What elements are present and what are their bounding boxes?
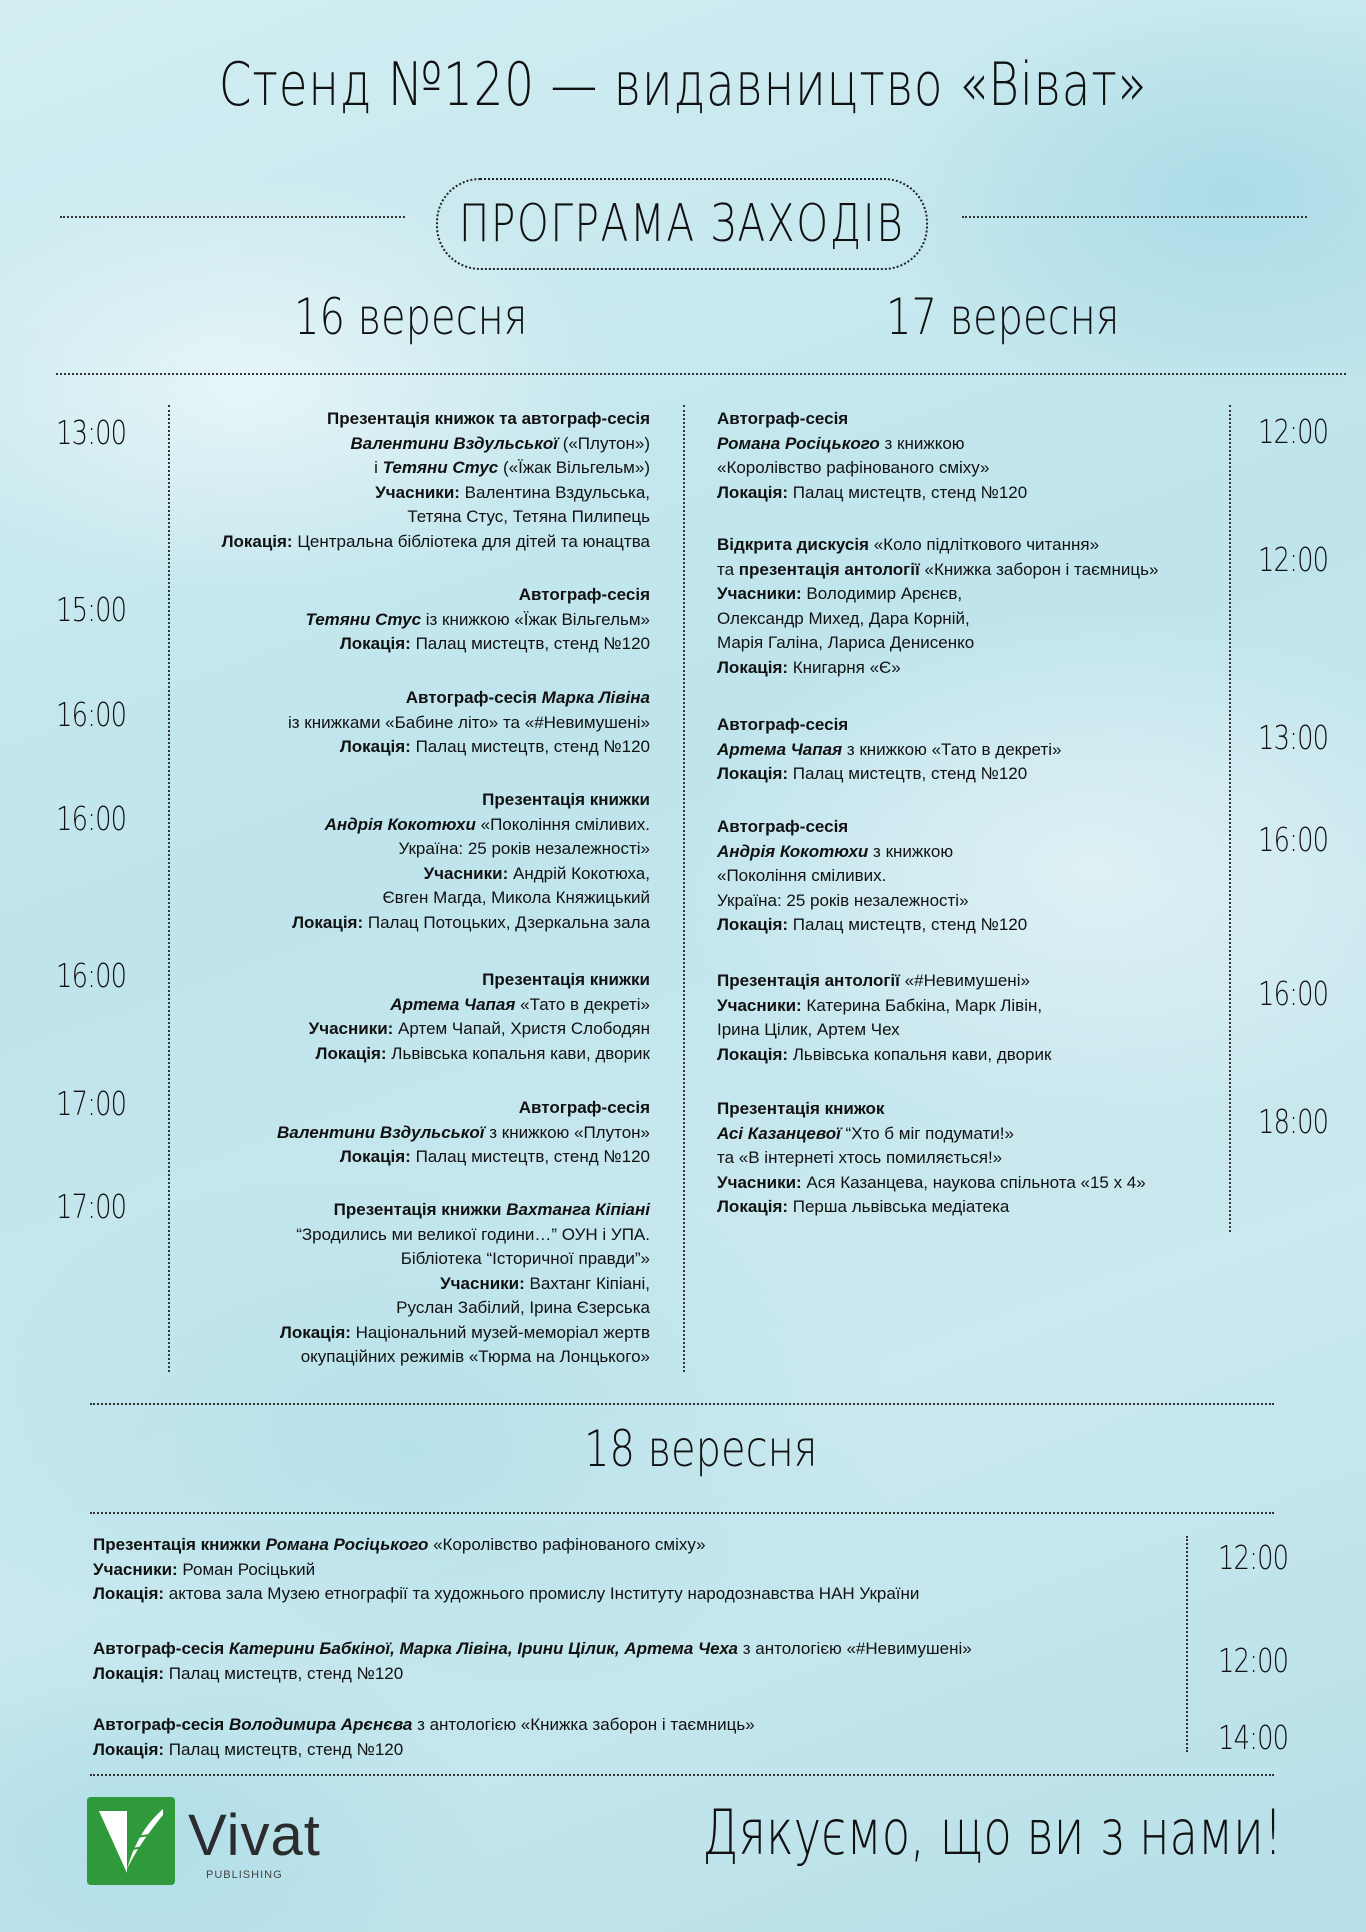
- vivat-logo-icon: [87, 1797, 175, 1885]
- event-label: Учасники:: [440, 1273, 525, 1293]
- person-name: Артема Чапая: [390, 994, 516, 1014]
- event-text: Ірина Цілик, Артем Чех: [717, 1020, 900, 1039]
- program-title-badge: [436, 178, 928, 270]
- event-line: [717, 1043, 1051, 1068]
- event-text: окупаційних режимів «Тюрма на Лонцького»: [300, 1347, 650, 1366]
- event-label: Локація:: [221, 531, 293, 551]
- time-label: 17:00: [56, 1084, 127, 1123]
- event-line: [717, 713, 1061, 738]
- event-label: Автограф-сесія: [717, 817, 849, 836]
- event-line: [305, 583, 650, 608]
- event-label: Презентація книжок та автограф-сесія: [327, 409, 650, 428]
- event-text: «Покоління сміливих.: [717, 866, 887, 885]
- event-text: Олександр Михед, Дара Корній,: [717, 608, 970, 628]
- divider-left: [60, 216, 405, 218]
- event-line: [93, 1662, 972, 1687]
- event-text: актова зала Музею етнографії та художнього промислу Інституту народознавства НАН України: [164, 1584, 920, 1603]
- event-text: Валентина Вздульська,: [459, 482, 650, 502]
- event-label: Локація:: [717, 482, 789, 502]
- event-day17-4: [717, 815, 1027, 938]
- event-line: [717, 815, 1027, 840]
- event-day16-3: [288, 686, 650, 760]
- event-text: «Королівство рафінованого сміху»: [428, 1535, 706, 1554]
- day16-timeline: [168, 405, 170, 1372]
- event-day16-4: [292, 788, 650, 935]
- event-line: [717, 607, 1158, 632]
- event-label: Презентація книжки: [482, 970, 650, 989]
- event-text: Вахтанг Кіпіані,: [524, 1273, 650, 1293]
- event-text: Палац мистецтв, стенд №120: [410, 737, 650, 756]
- event-line: [717, 1146, 1146, 1171]
- event-line: [717, 656, 1158, 681]
- event-text: з антологією «Книжка заборон і таємниць»: [412, 1715, 755, 1734]
- person-name: Романа Росіцького: [717, 433, 880, 453]
- event-line: [717, 456, 1027, 481]
- event-day18-2: [93, 1637, 972, 1686]
- person-name: Андрія Кокотюхи: [717, 841, 869, 861]
- event-line: [93, 1738, 755, 1763]
- event-line: [717, 994, 1051, 1019]
- time-label: 18:00: [1258, 1102, 1329, 1141]
- event-label: Автограф-сесія: [93, 1715, 229, 1734]
- event-line: [717, 1171, 1146, 1196]
- person-name: Валентини Вздульської: [276, 1122, 485, 1142]
- event-text: Книгарня «Є»: [788, 657, 901, 677]
- event-text: Палац мистецтв, стенд №120: [788, 915, 1028, 934]
- event-line: [292, 886, 650, 911]
- person-name: Катерини Бабкіної, Марка Лівіна, Ірини Цілик, Артема Чеха: [228, 1639, 739, 1658]
- event-line: [280, 1345, 650, 1370]
- event-text: “Хто б міг подумати!»: [840, 1123, 1014, 1143]
- event-label: Учасники:: [93, 1559, 178, 1579]
- event-text: «#Невимушені»: [899, 971, 1030, 990]
- event-line: [717, 481, 1027, 506]
- event-line: [280, 1247, 650, 1272]
- event-label: презентація антології: [738, 559, 920, 579]
- event-text: та: [717, 559, 739, 579]
- event-text: Палац Потоцьких, Дзеркальна зала: [363, 912, 650, 932]
- event-label: Презентація книжки: [333, 1200, 507, 1219]
- event-label: Локація:: [717, 764, 789, 783]
- event-line: [93, 1637, 972, 1662]
- event-line: [222, 505, 650, 530]
- event-text: «Коло підліткового читання»: [868, 535, 1100, 554]
- event-label: Учасники:: [717, 995, 802, 1015]
- event-day17-3: [717, 713, 1061, 787]
- event-day16-7: [280, 1198, 650, 1370]
- person-name: Марка Лівіна: [541, 688, 650, 707]
- event-text: із книжками «Бабине літо» та «#Невимушені»: [288, 712, 650, 732]
- event-line: [717, 631, 1158, 656]
- event-day18-3: [93, 1713, 755, 1762]
- logo-wordmark: Vivat: [188, 1803, 321, 1868]
- event-label: Локація:: [315, 1043, 387, 1063]
- event-line: [277, 1121, 650, 1146]
- event-line: [222, 456, 650, 481]
- event-line: [717, 1097, 1146, 1122]
- event-day16-1: [222, 407, 650, 554]
- event-label: Локація:: [717, 1197, 789, 1216]
- time-label: 13:00: [56, 413, 127, 452]
- event-label: Презентація книжки: [93, 1535, 266, 1554]
- event-line: [222, 481, 650, 506]
- event-label: Локація:: [339, 1147, 411, 1166]
- event-label: Локація:: [93, 1739, 165, 1759]
- day-17-heading: 17 вересня: [886, 288, 1120, 346]
- event-line: [277, 1145, 650, 1170]
- divider-day18-top: [90, 1403, 1274, 1405]
- event-line: [717, 889, 1027, 914]
- event-line: [292, 813, 650, 838]
- event-label: Локація:: [93, 1584, 165, 1603]
- event-day17-1: [717, 407, 1027, 505]
- event-label: Учасники:: [308, 1019, 394, 1038]
- event-line: [717, 762, 1061, 787]
- divider-days: [56, 373, 1346, 375]
- event-line: [717, 913, 1027, 938]
- event-line: [292, 862, 650, 887]
- event-line: [717, 840, 1027, 865]
- event-line: [280, 1223, 650, 1248]
- event-text: “Зродились ми великої години…” ОУН і УПА.: [296, 1224, 650, 1244]
- event-line: [93, 1533, 919, 1558]
- event-day17-2: [717, 533, 1158, 680]
- event-text: Євген Магда, Микола Княжицький: [382, 888, 650, 907]
- event-line: [717, 558, 1158, 583]
- divider-footer: [90, 1774, 1274, 1776]
- time-label: 16:00: [56, 695, 127, 734]
- event-text: Бібліотека “Історичної правди”»: [400, 1249, 650, 1268]
- event-label: Учасники:: [717, 1172, 802, 1192]
- event-label: Презентація книжок: [717, 1099, 885, 1118]
- event-text: Катерина Бабкіна, Марк Лівін,: [801, 995, 1043, 1015]
- time-label: 16:00: [56, 799, 127, 838]
- page-title: Стенд №120 — видавництво «Віват»: [218, 50, 1148, 120]
- event-text: «Книжка заборон і таємниць»: [919, 559, 1159, 579]
- event-line: [277, 1096, 650, 1121]
- divider-right: [962, 216, 1307, 218]
- event-text: Центральна бібліотека для дітей та юнацтва: [292, 531, 650, 551]
- event-line: [717, 1018, 1051, 1043]
- event-line: [280, 1321, 650, 1346]
- event-label: Автограф-сесія: [518, 585, 650, 604]
- event-label: Відкрита дискусія: [717, 535, 869, 554]
- event-day17-6: [717, 1097, 1146, 1220]
- event-label: Локація:: [339, 634, 411, 653]
- event-label: Автограф-сесія: [717, 409, 849, 428]
- event-line: [292, 837, 650, 862]
- logo-subtitle: PUBLISHING: [206, 1869, 283, 1881]
- event-text: із книжкою «Їжак Вільгельм»: [421, 609, 650, 629]
- event-text: Львівська копальня кави, дворик: [386, 1043, 650, 1063]
- event-text: з книжкою: [868, 841, 954, 861]
- event-label: Учасники:: [423, 863, 509, 883]
- event-line: [717, 969, 1051, 994]
- event-text: Україна: 25 років незалежності»: [717, 890, 969, 910]
- event-text: Львівська копальня кави, дворик: [788, 1044, 1052, 1064]
- time-label: 16:00: [1258, 820, 1329, 859]
- event-text: Володимир Арєнєв,: [801, 584, 963, 603]
- event-line: [280, 1296, 650, 1321]
- time-label: 17:00: [56, 1187, 127, 1226]
- event-line: [280, 1272, 650, 1297]
- event-day17-5: [717, 969, 1051, 1067]
- event-label: Локація:: [93, 1663, 165, 1683]
- event-line: [717, 533, 1158, 558]
- person-name: Асі Казанцевої: [717, 1123, 841, 1143]
- event-line: [288, 711, 650, 736]
- event-text: Марія Галіна, Лариса Денисенко: [717, 633, 975, 652]
- event-text: з книжкою: [879, 433, 965, 453]
- event-line: [309, 993, 650, 1018]
- time-label: 12:00: [1218, 1641, 1289, 1680]
- event-text: Україна: 25 років незалежності»: [398, 839, 650, 858]
- time-label: 16:00: [1258, 974, 1329, 1013]
- day17-timeline: [1229, 405, 1231, 1232]
- event-label: Автограф-сесія: [717, 715, 849, 734]
- event-line: [280, 1198, 650, 1223]
- person-name: Вахтанга Кіпіані: [506, 1200, 650, 1219]
- event-text: Андрій Кокотюха,: [508, 863, 650, 883]
- event-label: Учасники:: [375, 482, 460, 502]
- time-label: 14:00: [1218, 1718, 1289, 1757]
- event-label: Автограф-сесія: [405, 688, 542, 707]
- divider-day18-bottom: [90, 1512, 1274, 1514]
- event-label: Презентація книжки: [482, 790, 650, 809]
- day18-timeline: [1186, 1536, 1188, 1752]
- event-day16-5: [309, 968, 650, 1066]
- day-16-heading: 16 вересня: [294, 288, 528, 346]
- event-text: Перша львівська медіатека: [788, 1197, 1010, 1216]
- event-text: Палац мистецтв, стенд №120: [164, 1663, 404, 1683]
- event-label: Локація:: [339, 737, 411, 756]
- event-text: «Королівство рафінованого сміху»: [717, 458, 990, 477]
- event-label: Автограф-сесія: [518, 1098, 650, 1117]
- event-text: Роман Росіцький: [177, 1559, 316, 1579]
- event-text: Артем Чапай, Христя Слободян: [393, 1019, 650, 1038]
- event-label: Локація:: [292, 912, 364, 932]
- event-label: Локація:: [717, 657, 789, 677]
- event-line: [309, 1017, 650, 1042]
- program-title: ПРОГРАМА ЗАХОДІВ: [459, 194, 905, 254]
- thanks-message: Дякуємо, що ви з нами!: [701, 1796, 1282, 1869]
- event-line: [288, 686, 650, 711]
- event-line: [717, 582, 1158, 607]
- time-label: 12:00: [1218, 1538, 1289, 1577]
- person-name: Володимира Арєнєва: [228, 1715, 413, 1734]
- event-line: [93, 1713, 755, 1738]
- event-text: Палац мистецтв, стенд №120: [788, 482, 1028, 502]
- event-day18-1: [93, 1533, 919, 1607]
- event-line: [717, 1122, 1146, 1147]
- event-line: [93, 1558, 919, 1583]
- event-text: («Їжак Вільгельм»): [498, 458, 650, 477]
- event-line: [222, 530, 650, 555]
- event-line: [222, 432, 650, 457]
- column-separator: [683, 405, 685, 1372]
- event-line: [93, 1582, 919, 1607]
- event-line: [305, 608, 650, 633]
- event-line: [288, 735, 650, 760]
- event-text: «Тато в декреті»: [515, 994, 650, 1014]
- person-name: Тетяни Стус: [382, 458, 499, 477]
- event-line: [309, 1042, 650, 1067]
- event-line: [717, 864, 1027, 889]
- person-name: Тетяни Стус: [305, 609, 422, 629]
- event-line: [292, 788, 650, 813]
- quill-icon: [87, 1797, 175, 1885]
- person-name: Валентини Вздульської: [350, 433, 558, 453]
- person-name: Артема Чапая: [717, 739, 843, 759]
- event-label: Локація:: [717, 1044, 789, 1064]
- time-label: 13:00: [1258, 718, 1329, 757]
- event-line: [717, 1195, 1146, 1220]
- event-text: «Покоління сміливих.: [475, 814, 650, 834]
- event-line: [717, 738, 1061, 763]
- event-text: та «В інтернеті хтось помиляється!»: [717, 1148, 1003, 1167]
- event-text: з антологією «#Невимушені»: [738, 1639, 972, 1658]
- time-label: 15:00: [56, 590, 127, 629]
- event-label: Локація:: [717, 915, 789, 934]
- event-text: Палац мистецтв, стенд №120: [788, 764, 1028, 783]
- event-label: Презентація антології: [717, 971, 900, 990]
- event-day16-2: [305, 583, 650, 657]
- event-line: [717, 432, 1027, 457]
- time-label: 12:00: [1258, 540, 1329, 579]
- event-label: Учасники:: [717, 584, 802, 603]
- event-line: [222, 407, 650, 432]
- event-text: з книжкою «Тато в декреті»: [842, 739, 1062, 759]
- day-18-heading: 18 вересня: [584, 1420, 818, 1478]
- event-text: з книжкою «Плутон»: [484, 1122, 650, 1142]
- event-line: [305, 632, 650, 657]
- event-text: і: [374, 458, 383, 477]
- event-line: [309, 968, 650, 993]
- event-line: [292, 911, 650, 936]
- event-day16-6: [277, 1096, 650, 1170]
- event-text: («Плутон»): [557, 433, 650, 453]
- event-text: Руслан Забілий, Ірина Єзерська: [396, 1298, 650, 1317]
- person-name: Андрія Кокотюхи: [324, 814, 476, 834]
- event-text: Національний музей-меморіал жертв: [350, 1322, 650, 1342]
- time-label: 16:00: [56, 956, 127, 995]
- event-label: Автограф-сесія: [93, 1639, 229, 1658]
- event-text: Ася Казанцева, наукова спільнота «15 x 4»: [801, 1172, 1146, 1192]
- event-text: Палац мистецтв, стенд №120: [410, 1147, 650, 1166]
- event-text: Тетяна Стус, Тетяна Пилипець: [407, 507, 650, 526]
- time-label: 12:00: [1258, 412, 1329, 451]
- event-text: Палац мистецтв, стенд №120: [164, 1739, 404, 1759]
- event-line: [717, 407, 1027, 432]
- event-label: Локація:: [279, 1322, 351, 1342]
- person-name: Романа Росіцького: [265, 1535, 429, 1554]
- event-text: Палац мистецтв, стенд №120: [410, 634, 650, 653]
